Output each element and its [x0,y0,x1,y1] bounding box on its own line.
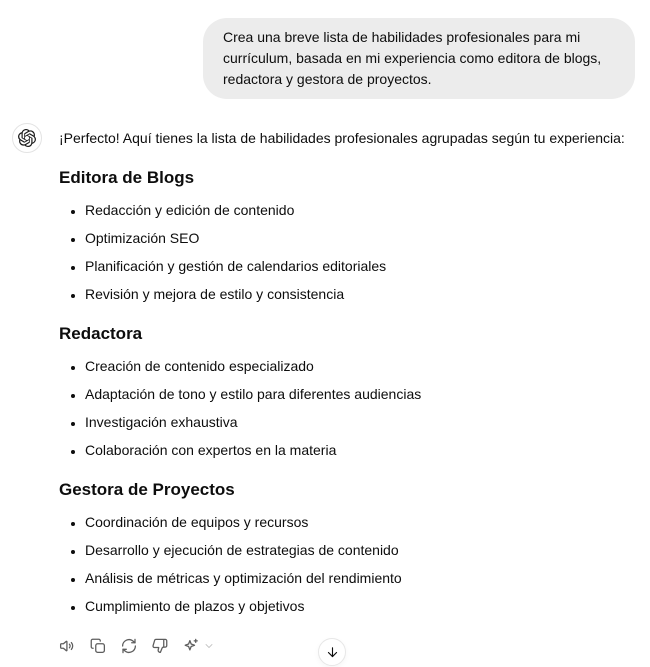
speaker-icon [58,637,76,655]
skill-list [59,512,632,616]
assistant-message-row [12,123,650,660]
section-heading-gestora-de-proyectos: Gestora de Proyectos [59,480,235,499]
user-message-text: Crea una breve lista de habilidades profesionales para mi currículum, basada en mi experiencia como editora de blogs, redactora y gestora de proyectos. [223,29,602,87]
thumbs-down-icon [151,637,169,655]
switch-model-button[interactable] [177,632,220,660]
list-item: • Adaptación de tono y estilo para diferentes audiencias [85,384,632,404]
list-item: • Creación de contenido especializado [85,356,632,376]
user-message-row [0,0,650,99]
chevron-down-icon [203,640,215,652]
list-item: • Revisión y mejora de estilo y consistencia [85,284,632,304]
copy-button[interactable] [84,632,112,660]
scroll-to-bottom-button[interactable] [318,638,346,666]
list-item: • Planificación y gestión de calendarios editoriales [85,256,632,276]
assistant-intro-text: ¡Perfecto! Aquí tienes la lista de habilidades profesionales agrupadas según tu experiencia: [59,130,625,146]
list-item: • Desarrollo y ejecución de estrategias de contenido [85,540,632,560]
assistant-message-content [59,123,650,660]
arrow-down-icon [325,645,340,660]
list-item: • Investigación exhaustiva [85,412,632,432]
regenerate-icon [120,637,138,655]
sparkle-icon [182,637,200,655]
openai-logo-icon [18,129,36,147]
list-item: • Análisis de métricas y optimización del rendimiento [85,568,632,588]
skill-list [59,356,632,460]
user-message-bubble [203,18,635,99]
list-item: • Optimización SEO [85,228,632,248]
list-item: • Colaboración con expertos en la materia [85,440,632,460]
read-aloud-button[interactable] [53,632,81,660]
thumbs-down-button[interactable] [146,632,174,660]
list-item: • Coordinación de equipos y recursos [85,512,632,532]
assistant-avatar [12,123,42,153]
section-heading-redactora: Redactora [59,324,143,343]
skill-list [59,200,632,304]
list-item: • Cumplimiento de plazos y objetivos [85,596,632,616]
copy-icon [89,637,107,655]
regenerate-button[interactable] [115,632,143,660]
section-heading-editora-de-blogs: Editora de Blogs [59,168,195,187]
list-item: • Redacción y edición de contenido [85,200,632,220]
